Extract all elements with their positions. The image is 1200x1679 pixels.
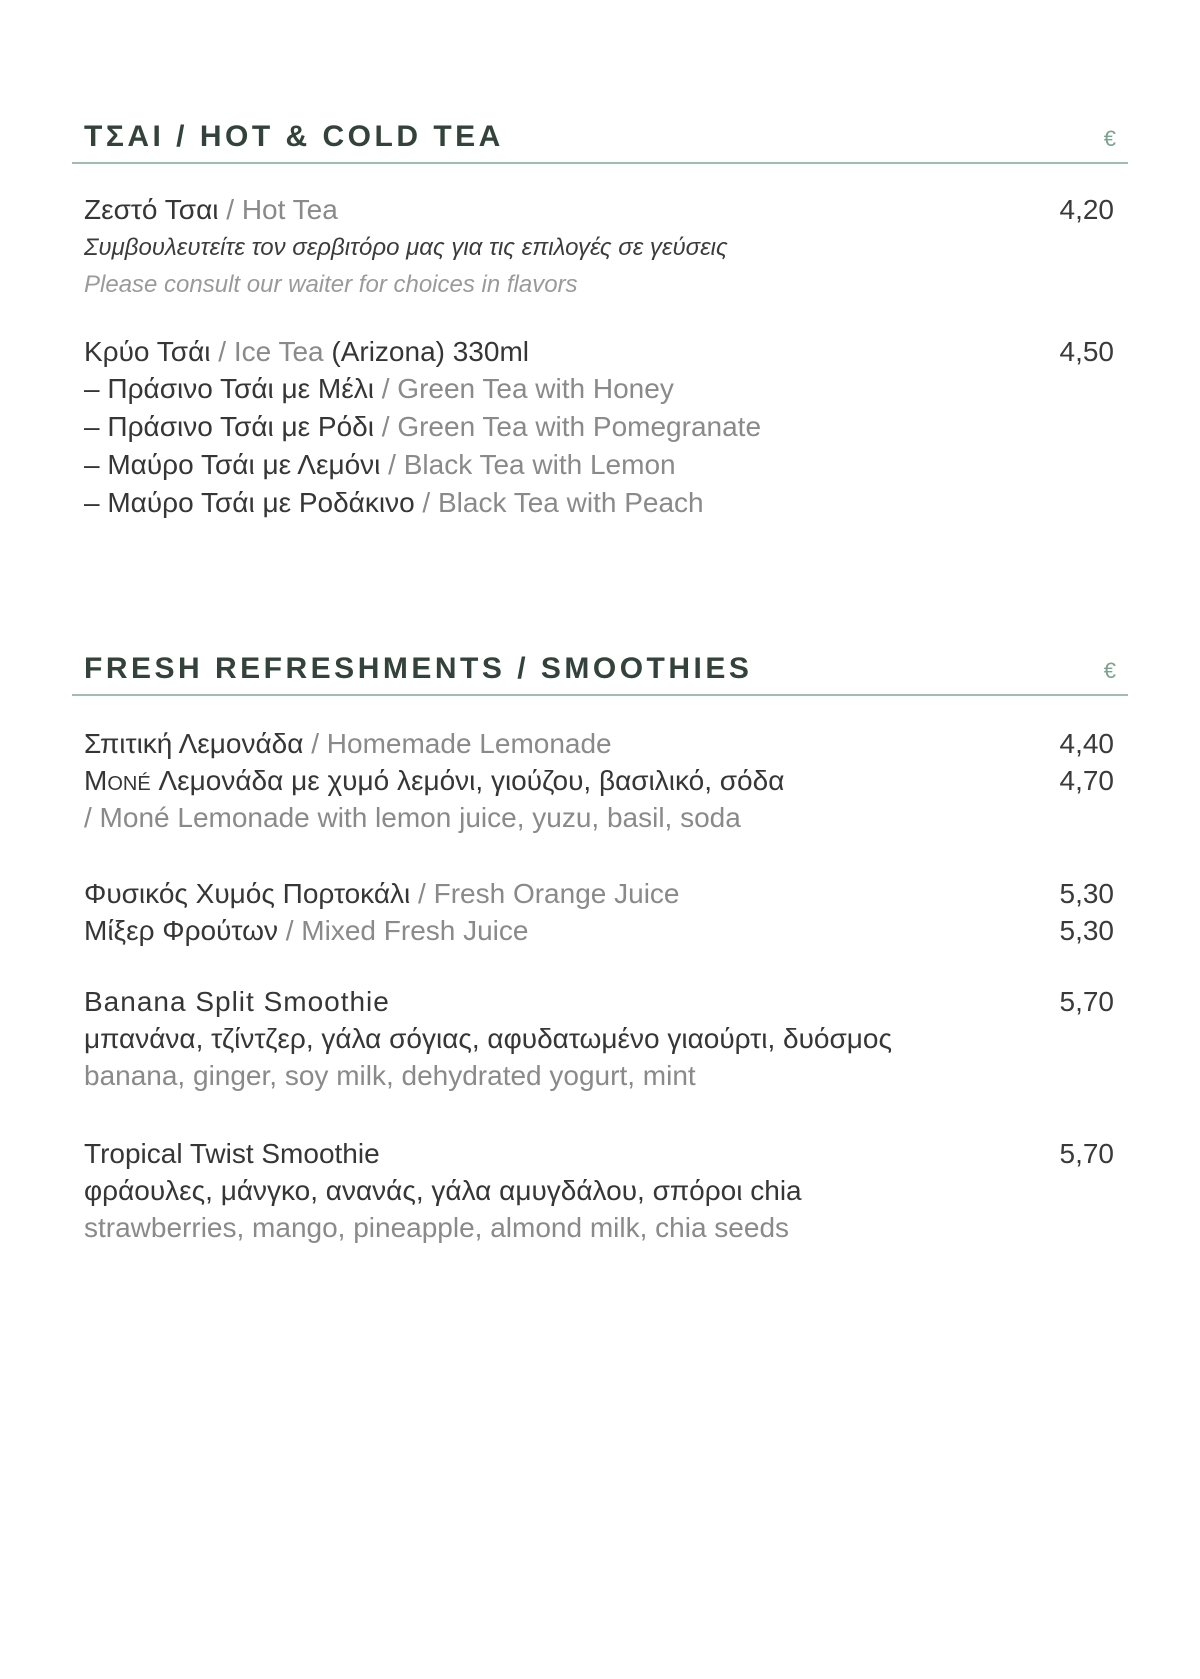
orange-juice-price: 5,30 bbox=[1059, 878, 1114, 909]
hot-tea-name-gr: Ζεστό Τσαι bbox=[84, 194, 219, 225]
fresh-section-header bbox=[72, 652, 1128, 696]
orange-juice-name bbox=[84, 876, 680, 912]
tea-section-title: ΤΣΑΙ / HOT & COLD TEA bbox=[84, 120, 504, 153]
mone-lemonade-gr: Λεμονάδα με χυμό λεμόνι, γιούζου, βασιλικό, σόδα bbox=[150, 765, 785, 796]
hot-tea-price: 4,20 bbox=[1059, 194, 1114, 225]
ice-tea-flavor bbox=[84, 371, 674, 407]
hot-tea-note-gr: Συμβουλευτείτε τον σερβιτόρο μας για τις επιλογές σε γεύσεις bbox=[84, 234, 728, 261]
ice-tea-flavor bbox=[84, 485, 704, 521]
ice-tea-flavor-gr: – Πράσινο Τσάι με Μέλι bbox=[84, 373, 374, 404]
homemade-lemonade-en: / Homemade Lemonade bbox=[303, 728, 612, 759]
banana-smoothie-item bbox=[72, 984, 1128, 1099]
hot-tea-note-en: Please consult our waiter for choices in flavors bbox=[84, 271, 578, 298]
ice-tea-flavor-gr: – Μαύρο Τσάι με Λεμόνι bbox=[84, 449, 381, 480]
ice-tea-name-extra: (Arizona) 330ml bbox=[323, 336, 529, 367]
mixed-juice-gr: Μίξερ Φρούτων bbox=[84, 915, 278, 946]
hot-tea-name bbox=[84, 192, 338, 228]
juice-group bbox=[72, 876, 1128, 956]
homemade-lemonade-name bbox=[84, 726, 612, 762]
lemonade-group bbox=[72, 726, 1128, 846]
ice-tea-flavor-en: / Green Tea with Honey bbox=[373, 373, 674, 404]
ice-tea-flavor-en: / Black Tea with Lemon bbox=[380, 449, 676, 480]
tea-section bbox=[72, 120, 1128, 164]
ice-tea-flavor-en: / Black Tea with Peach bbox=[414, 487, 704, 518]
ice-tea-flavor bbox=[84, 447, 676, 483]
mone-lemonade-en: / Moné Lemonade with lemon juice, yuzu, basil, soda bbox=[84, 802, 741, 833]
banana-smoothie-ingredients-en: banana, ginger, soy milk, dehydrated yogurt, mint bbox=[84, 1060, 696, 1091]
fresh-section bbox=[72, 652, 1128, 696]
banana-smoothie-ingredients-gr: μπανάνα, τζίντζερ, γάλα σόγιας, αφυδατωμένο γιαούρτι, δυόσμος bbox=[84, 1023, 892, 1054]
ice-tea-flavor-gr: – Μαύρο Τσάι με Ροδάκινο bbox=[84, 487, 415, 518]
mone-lemonade-price: 4,70 bbox=[1059, 765, 1114, 796]
ice-tea-flavor bbox=[84, 409, 761, 445]
mone-lemonade-name bbox=[84, 763, 784, 799]
tropical-smoothie-ingredients-gr: φράουλες, μάνγκο, ανανάς, γάλα αμυγδάλου, σπόροι chia bbox=[84, 1175, 802, 1206]
fresh-currency-label: € bbox=[1103, 658, 1116, 683]
ice-tea-name bbox=[84, 334, 529, 370]
homemade-lemonade-price: 4,40 bbox=[1059, 728, 1114, 759]
banana-smoothie-price: 5,70 bbox=[1059, 986, 1114, 1017]
ice-tea-price: 4,50 bbox=[1059, 336, 1114, 367]
hot-tea-name-en: / Hot Tea bbox=[226, 194, 338, 225]
tropical-smoothie-ingredients-en: strawberries, mango, pineapple, almond milk, chia seeds bbox=[84, 1212, 790, 1243]
ice-tea-name-en: / Ice Tea bbox=[218, 336, 324, 367]
orange-juice-en: / Fresh Orange Juice bbox=[410, 878, 680, 909]
tea-section-header bbox=[72, 120, 1128, 164]
mixed-juice-en: / Mixed Fresh Juice bbox=[277, 915, 529, 946]
hot-tea-item bbox=[72, 192, 1128, 302]
tropical-smoothie-name: Tropical Twist Smoothie bbox=[84, 1138, 380, 1169]
ice-tea-item bbox=[72, 334, 1128, 524]
fresh-section-title: FRESH REFRESHMENTS / SMOOTHIES bbox=[84, 652, 753, 685]
tea-currency-label: € bbox=[1103, 126, 1116, 151]
orange-juice-gr: Φυσικός Χυμός Πορτοκάλι bbox=[84, 878, 411, 909]
ice-tea-name-gr: Κρύο Τσάι bbox=[84, 336, 211, 367]
mone-brand-label: Moné bbox=[84, 765, 151, 796]
ice-tea-flavor-gr: – Πράσινο Τσάι με Ρόδι bbox=[84, 411, 374, 442]
mixed-juice-price: 5,30 bbox=[1059, 915, 1114, 946]
homemade-lemonade-gr: Σπιτική Λεμονάδα bbox=[84, 728, 304, 759]
tropical-smoothie-price: 5,70 bbox=[1059, 1138, 1114, 1169]
tropical-smoothie-item bbox=[72, 1136, 1128, 1251]
banana-smoothie-name: Banana Split Smoothie bbox=[84, 986, 390, 1017]
ice-tea-flavor-en: / Green Tea with Pomegranate bbox=[373, 411, 762, 442]
mixed-juice-name bbox=[84, 913, 528, 949]
